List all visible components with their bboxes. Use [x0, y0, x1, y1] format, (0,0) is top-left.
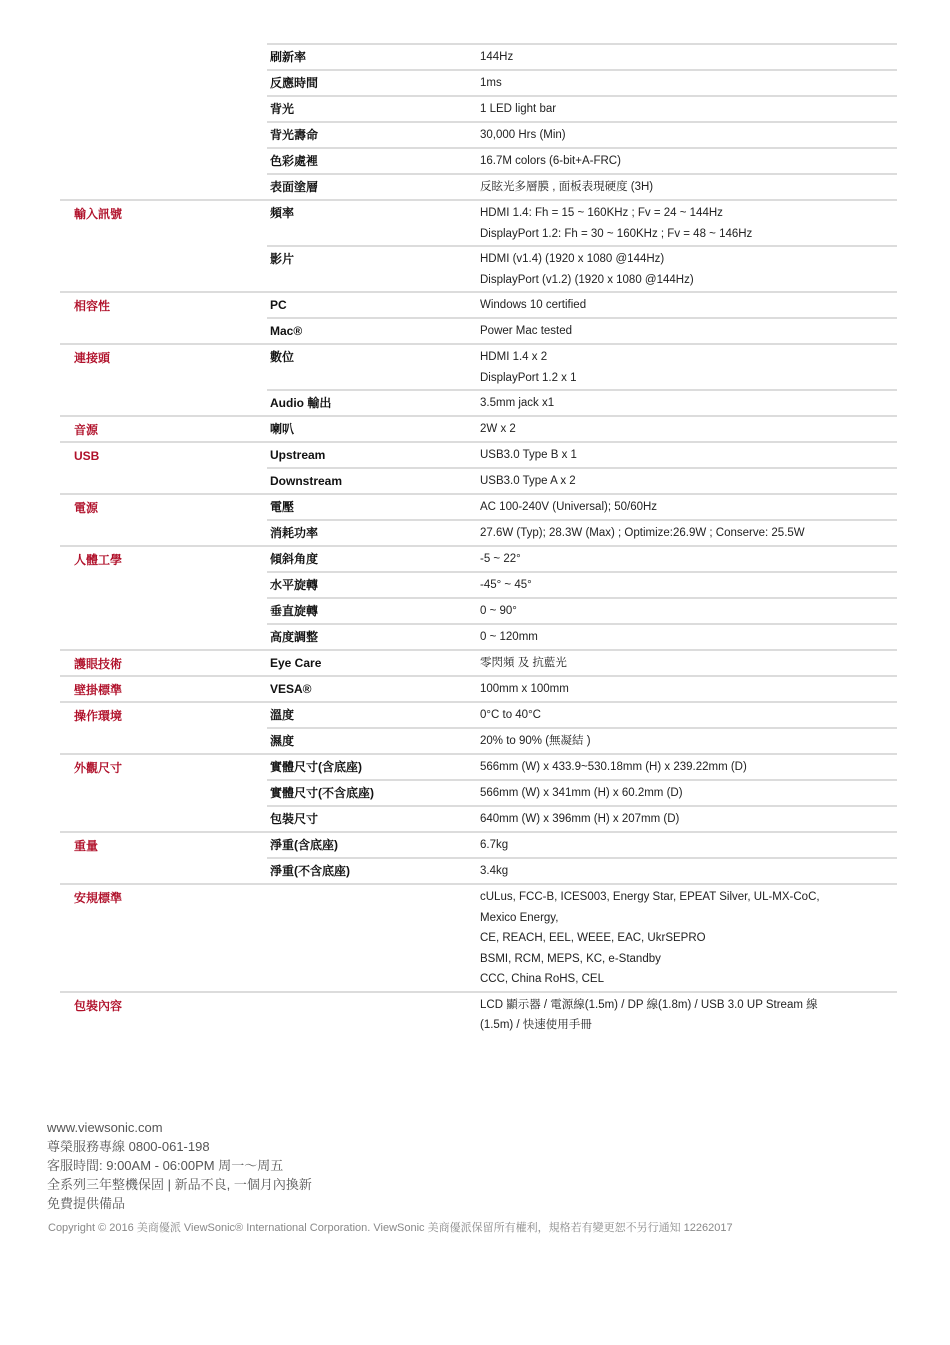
group-label: 安規標準 — [74, 891, 123, 905]
spec-value — [480, 293, 897, 317]
group-label: 電源 — [74, 501, 99, 515]
copyright: Copyright © 2016 美商優派 ViewSonic® International Corporation. ViewSonic 美商優派保留所有權利，規格若有變更恕不另行通知 12262017 — [48, 1222, 733, 1234]
group-label: 護眼技術 — [74, 657, 123, 671]
spec-group — [60, 675, 897, 701]
spec-group — [60, 545, 897, 649]
footer-spare-parts: 免費提供備品 — [47, 1196, 126, 1211]
spec-value-line: 640mm (W) x 396mm (H) x 207mm (D) — [480, 813, 680, 825]
spec-key: 電壓 — [270, 500, 295, 514]
group-label: 音源 — [74, 423, 99, 437]
spec-value-line: 27.6W (Typ); 28.3W (Max) ; Optimize:26.9W ; Conserve: 25.5W — [480, 527, 805, 539]
spec-key: Audio 輸出 — [270, 396, 332, 410]
spec-value-line: 16.7M colors (6-bit+A-FRC) — [480, 155, 621, 167]
spec-value-line: Power Mac tested — [480, 325, 573, 337]
spec-value-line: AC 100-240V (Universal); 50/60Hz — [480, 501, 658, 513]
spec-value-line: 2W x 2 — [480, 423, 516, 435]
spec-row — [267, 147, 897, 173]
spec-value-line: CCC, China RoHS, CEL — [480, 973, 604, 985]
spec-row — [267, 857, 897, 883]
spec-key: 色彩處裡 — [270, 154, 319, 168]
group-label: USB — [74, 449, 100, 463]
spec-value — [480, 521, 897, 545]
spec-value — [480, 807, 897, 831]
footer-website[interactable]: www.viewsonic.com — [47, 1120, 163, 1135]
spec-value — [480, 345, 897, 389]
spec-row — [267, 69, 897, 95]
spec-row — [267, 571, 897, 597]
spec-row — [267, 519, 897, 545]
spec-value — [480, 97, 897, 121]
spec-group — [60, 493, 897, 545]
spec-key: 數位 — [270, 350, 295, 364]
spec-value-line: 100mm x 100mm — [480, 683, 569, 695]
spec-row — [267, 727, 897, 753]
group-label: 包裝內容 — [74, 998, 123, 1013]
group-label: 輸入訊號 — [74, 207, 123, 221]
spec-value-line: -5 ~ 22° — [480, 553, 521, 565]
spec-group — [60, 701, 897, 753]
spec-value — [480, 45, 897, 69]
spec-value — [480, 469, 897, 493]
spec-group — [60, 415, 897, 441]
spec-value — [480, 149, 897, 173]
spec-row — [267, 245, 897, 291]
spec-key — [267, 885, 480, 991]
spec-row — [267, 121, 897, 147]
spec-key: 背光 — [270, 102, 295, 116]
spec-value — [480, 547, 897, 571]
spec-table — [60, 43, 897, 1037]
spec-value-line: Mexico Energy, — [480, 911, 559, 924]
spec-value-line: Windows 10 certified — [480, 299, 587, 311]
spec-key: Mac® — [270, 324, 303, 338]
spec-key: 背光壽命 — [270, 128, 319, 142]
spec-group — [60, 831, 897, 883]
spec-value — [480, 755, 897, 779]
footer — [47, 1118, 312, 1213]
spec-value-line: HDMI 1.4 x 2 — [480, 351, 548, 363]
spec-row — [267, 173, 897, 199]
group-label: 操作環境 — [74, 709, 123, 723]
spec-value-line: 0 ~ 120mm — [480, 631, 538, 643]
spec-value-line: 6.7kg — [480, 839, 509, 851]
spec-value — [480, 993, 897, 1037]
spec-key: VESA® — [270, 682, 312, 696]
spec-value-line: -45° ~ 45° — [480, 579, 532, 591]
spec-row — [267, 651, 897, 675]
spec-value-line: 零閃頻 及 抗藍光 — [480, 657, 567, 669]
spec-value — [480, 443, 897, 467]
spec-row — [267, 95, 897, 121]
spec-row — [267, 885, 897, 991]
spec-row — [267, 345, 897, 389]
spec-key: PC — [270, 298, 287, 312]
spec-value-line: 20% to 90% (無凝結 ) — [480, 735, 591, 747]
spec-value-line: cULus, FCC-B, ICES003, Energy Star, EPEAT Silver, UL-MX-CoC, — [480, 891, 820, 903]
spec-row — [267, 833, 897, 857]
spec-row — [267, 495, 897, 519]
group-label: 人體工學 — [74, 553, 123, 567]
spec-value — [480, 599, 897, 623]
spec-value-line: 0 ~ 90° — [480, 605, 517, 617]
spec-value — [480, 859, 897, 883]
spec-key: 表面塗層 — [270, 180, 319, 194]
spec-key: 實體尺寸(不含底座) — [270, 786, 374, 800]
spec-key: 刷新率 — [270, 50, 307, 64]
spec-value — [480, 573, 897, 597]
spec-key: 頻率 — [270, 206, 295, 220]
spec-key: Upstream — [270, 448, 326, 462]
spec-value-line: LCD 顯示器 / 電源線(1.5m) / DP 線(1.8m) / USB 3.0 UP Stream 線 — [480, 998, 818, 1011]
spec-value — [480, 201, 897, 245]
spec-value-line: DisplayPort 1.2 x 1 — [480, 371, 577, 384]
spec-group — [60, 291, 897, 343]
spec-row — [267, 547, 897, 571]
spec-group — [60, 753, 897, 831]
spec-group — [60, 883, 897, 991]
group-label: 重量 — [74, 839, 99, 853]
spec-value-line: USB3.0 Type B x 1 — [480, 449, 577, 461]
spec-value — [480, 625, 897, 649]
spec-value — [480, 833, 897, 857]
spec-value — [480, 677, 897, 701]
spec-key: 濕度 — [270, 734, 295, 748]
spec-value — [480, 71, 897, 95]
spec-key: 水平旋轉 — [270, 578, 319, 592]
spec-value-line: DisplayPort (v1.2) (1920 x 1080 @144Hz) — [480, 273, 694, 286]
spec-value-line: HDMI (v1.4) (1920 x 1080 @144Hz) — [480, 253, 665, 265]
spec-group — [60, 441, 897, 493]
spec-key: 傾斜角度 — [270, 552, 319, 566]
spec-value-line: 30,000 Hrs (Min) — [480, 129, 566, 141]
spec-value — [480, 319, 897, 343]
spec-row — [267, 779, 897, 805]
spec-key: 包裝尺寸 — [270, 812, 319, 826]
spec-value — [480, 417, 897, 441]
spec-row — [267, 389, 897, 415]
spec-value-line: 3.5mm jack x1 — [480, 397, 555, 409]
spec-key: 實體尺寸(含底座) — [270, 760, 362, 774]
spec-value — [480, 885, 897, 991]
spec-row — [267, 703, 897, 727]
spec-value-line: 0°C to 40°C — [480, 709, 541, 721]
spec-group — [60, 343, 897, 415]
spec-value-line: (1.5m) / 快速使用手冊 — [480, 1019, 592, 1031]
spec-key: Eye Care — [270, 656, 322, 670]
spec-value — [480, 391, 897, 415]
spec-key: Downstream — [270, 474, 343, 488]
spec-value-line: 1ms — [480, 77, 502, 89]
spec-value-line: 566mm (W) x 341mm (H) x 60.2mm (D) — [480, 787, 683, 799]
spec-key: 垂直旋轉 — [270, 604, 319, 618]
spec-value — [480, 247, 897, 291]
spec-value — [480, 123, 897, 147]
spec-row — [267, 677, 897, 701]
spec-group — [60, 199, 897, 291]
spec-value — [480, 175, 897, 199]
spec-value-line: DisplayPort 1.2: Fh = 30 ~ 160KHz ; Fv = 48 ~ 146Hz — [480, 227, 753, 240]
group-label: 外觀尺寸 — [74, 761, 123, 775]
spec-row — [267, 597, 897, 623]
spec-row — [267, 755, 897, 779]
spec-value — [480, 495, 897, 519]
spec-value-line: HDMI 1.4: Fh = 15 ~ 160KHz ; Fv = 24 ~ 144Hz — [480, 207, 723, 219]
footer-warranty: 全系列三年整機保固 | 新品不良, 一個月內換新 — [47, 1177, 312, 1192]
spec-value-line: BSMI, RCM, MEPS, KC, e-Standby — [480, 952, 661, 965]
spec-value — [480, 781, 897, 805]
spec-group — [60, 43, 897, 199]
spec-value-line: CE, REACH, EEL, WEEE, EAC, UkrSEPRO — [480, 932, 706, 944]
spec-row — [267, 993, 897, 1037]
spec-value-line: 1 LED light bar — [480, 103, 557, 115]
spec-key: 高度調整 — [270, 630, 319, 644]
spec-value-line: 144Hz — [480, 51, 514, 63]
spec-row — [267, 467, 897, 493]
spec-value-line: USB3.0 Type A x 2 — [480, 475, 576, 487]
footer-hotline: 尊榮服務專線 0800-061-198 — [47, 1139, 210, 1154]
spec-value-line: 反眩光多層膜 , 面板表現硬度 (3H) — [480, 181, 654, 193]
spec-row — [267, 201, 897, 245]
spec-row — [267, 417, 897, 441]
group-label: 相容性 — [74, 299, 111, 313]
spec-value — [480, 651, 897, 675]
spec-value — [480, 703, 897, 727]
group-label: 連接頭 — [74, 351, 111, 365]
spec-value-line: 566mm (W) x 433.9~530.18mm (H) x 239.22mm (D) — [480, 761, 747, 773]
spec-key: 反應時間 — [270, 76, 319, 90]
spec-key: 影片 — [270, 252, 295, 266]
spec-row — [267, 43, 897, 69]
spec-row — [267, 805, 897, 831]
spec-group — [60, 649, 897, 675]
spec-row — [267, 317, 897, 343]
spec-key: 淨重(含底座) — [270, 838, 338, 852]
spec-key: 淨重(不含底座) — [270, 864, 350, 878]
group-label: 壁掛標準 — [74, 683, 123, 697]
spec-key: 消耗功率 — [270, 526, 319, 540]
spec-key: 溫度 — [270, 708, 295, 722]
spec-key: 喇叭 — [270, 422, 295, 436]
spec-row — [267, 293, 897, 317]
footer-service-hours: 客服時間: 9:00AM - 06:00PM 周一～周五 — [47, 1158, 284, 1173]
spec-key — [267, 993, 480, 1037]
spec-value-line: 3.4kg — [480, 865, 509, 877]
spec-value — [480, 729, 897, 753]
spec-row — [267, 443, 897, 467]
spec-group — [60, 991, 897, 1037]
spec-row — [267, 623, 897, 649]
